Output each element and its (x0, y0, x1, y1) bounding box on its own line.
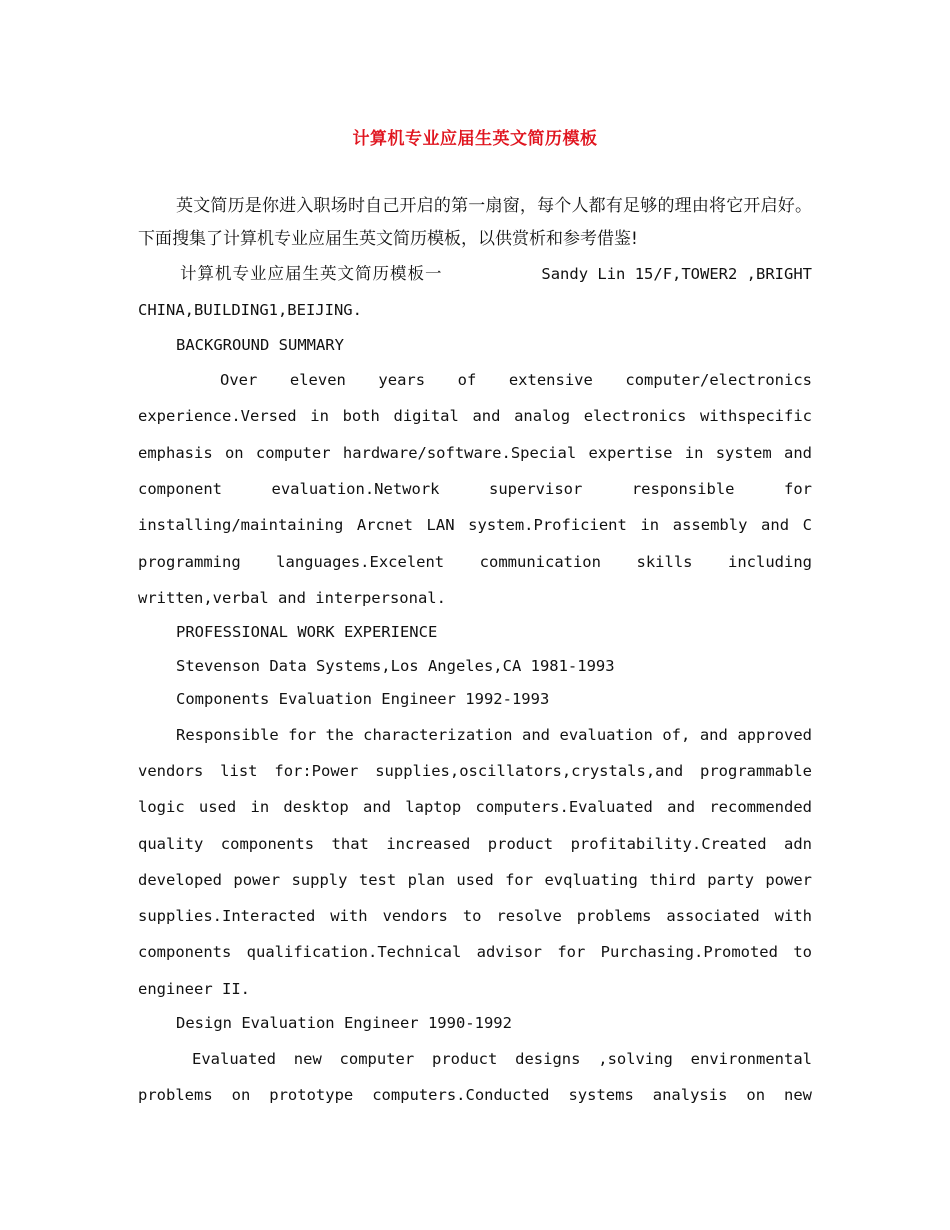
template-heading-line (138, 256, 812, 292)
role1-title: Components Evaluation Engineer 1992-1993 (176, 690, 550, 709)
role2-title: Design Evaluation Engineer 1990-1992 (176, 1014, 512, 1033)
address-line-1: Sandy Lin 15/F,TOWER2 ,BRIGHT (541, 265, 812, 283)
role1-paragraph: Responsible for the characterization and evaluation of, and approved vendors list for:Power supplies,oscillators,crystals,and programmable logic used in desktop and laptop computers.Evaluated and recommended quality components that increased product profitability.Created adn developed power supply test plan used for evqluating third party power supplies.Interacted with vendors to resolve problems associated with components qualification.Technical advisor for Purchasing.Promoted to engineer II. (138, 725, 812, 998)
document-body (138, 190, 812, 1113)
background-paragraph: Over eleven years of extensive computer/electronics experience.Versed in both digital and analog electronics withspecific emphasis on computer hardware/software.Special expertise in system and component evaluation.Network supervisor responsible for installing/maintaining Arcnet LAN system.Proficient in assembly and C programming languages.Excelent communication skills including written,verbal and interpersonal. (138, 371, 812, 607)
intro-paragraph: 英文简历是你进入职场时自己开启的第一扇窗，每个人都有足够的理由将它开启好。下面搜集了计算机专业应届生英文简历模板，以供赏析和参考借鉴! (138, 196, 812, 249)
address-line-2: CHINA,BUILDING1,BEIJING. (138, 301, 362, 320)
experience-heading: PROFESSIONAL WORK EXPERIENCE (176, 623, 438, 642)
company-line: Stevenson Data Systems,Los Angeles,CA 1981-1993 (176, 656, 615, 675)
template-heading: 计算机专业应届生英文简历模板一 (180, 264, 443, 283)
background-heading: BACKGROUND SUMMARY (176, 335, 344, 354)
document-title: 计算机专业应届生英文简历模板 (352, 129, 598, 149)
role2-paragraph: Evaluated new computer product designs ,solving environmental problems on prototype computers.Conducted systems analysis on new (138, 1049, 812, 1104)
